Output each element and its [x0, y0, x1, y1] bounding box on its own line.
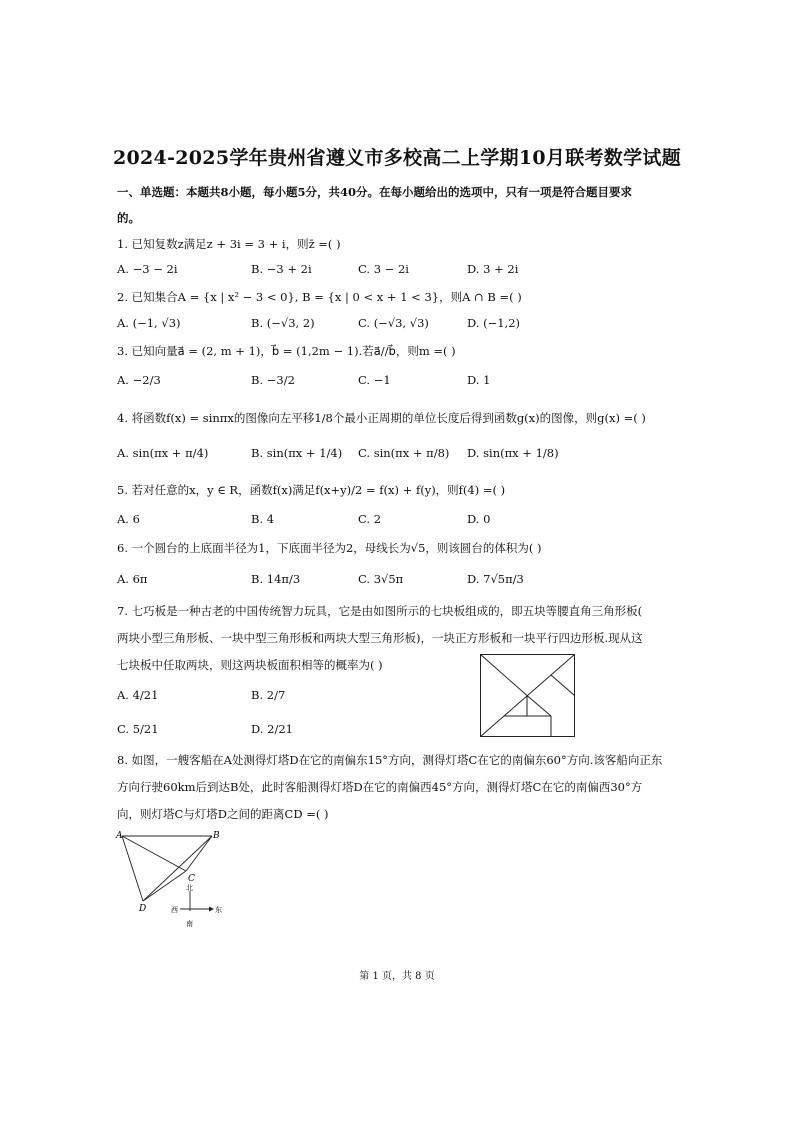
option-c[interactable]: C. 3 − 2i	[358, 262, 409, 276]
option-d[interactable]: D. 3 + 2i	[467, 262, 519, 276]
point-c-label: C	[188, 874, 195, 884]
question-4-options	[117, 446, 677, 464]
question-7-line3: 七块板中任取两块，则这两块板面积相等的概率为( )	[117, 658, 383, 672]
section-heading-line2: 的。	[117, 211, 140, 225]
section-heading-line1: 一、单选题：本题共8小题，每小题5分，共40分。在每小题给出的选项中，只有一项是符合题目要求	[117, 185, 633, 199]
question-8-line2: 方向行驶60km后到达B处，此时客船测得灯塔D在它的南偏西45°方向，测得灯塔C在它的南偏西30°方	[117, 780, 643, 794]
point-a-label: A	[116, 831, 123, 841]
option-d[interactable]: D. sin(πx + 1/8)	[467, 446, 559, 460]
question-3-stem: 3. 已知向量a⃗ = (2, m + 1)，b⃗ = (1,2m − 1).若a⃗//b⃗，则m =( )	[117, 344, 456, 358]
question-3-options	[117, 373, 677, 391]
question-7-options-row2	[117, 722, 357, 740]
option-d[interactable]: D. 1	[467, 373, 491, 387]
option-b[interactable]: B. (−√3, 2)	[251, 316, 315, 330]
option-b[interactable]: B. −3/2	[251, 373, 295, 387]
question-7-line2: 两块小型三角形板、一块中型三角形板和两块大型三角形板)，一块正方形板和一块平行四边形板.现从这	[117, 631, 643, 645]
question-5-options	[117, 512, 677, 530]
option-b[interactable]: B. −3 + 2i	[251, 262, 312, 276]
option-a[interactable]: A. 6π	[117, 572, 148, 586]
option-c[interactable]: C. 3√5π	[358, 572, 404, 586]
option-a[interactable]: A. (−1, √3)	[117, 316, 181, 330]
option-c[interactable]: C. sin(πx + π/8)	[358, 446, 450, 460]
question-6-options	[117, 572, 677, 590]
navigation-figure	[112, 828, 224, 934]
option-b[interactable]: B. sin(πx + 1/4)	[251, 446, 343, 460]
question-8-line1: 8. 如图，一艘客船在A处测得灯塔D在它的南偏东15°方向，测得灯塔C在它的南偏东60°方向.该客船向正东	[117, 753, 663, 767]
north-label: 北	[186, 884, 193, 892]
option-c[interactable]: C. −1	[358, 373, 391, 387]
question-6-stem: 6. 一个圆台的上底面半径为1，下底面半径为2，母线长为√5，则该圆台的体积为( )	[117, 541, 542, 555]
option-d[interactable]: D. 7√5π/3	[467, 572, 524, 586]
option-b[interactable]: B. 2/7	[251, 688, 286, 702]
option-b[interactable]: B. 4	[251, 512, 275, 526]
question-7-options-row1	[117, 688, 357, 706]
question-1-stem: 1. 已知复数z满足z + 3i = 3 + i，则z̄ =( )	[117, 237, 341, 251]
point-b-label: B	[213, 831, 220, 841]
question-2-options	[117, 316, 677, 334]
option-d[interactable]: D. (−1,2)	[467, 316, 521, 330]
question-5-stem: 5. 若对任意的x，y ∈ R，函数f(x)满足f(x+y)/2 = f(x) + f(y)，则f(4) =( )	[117, 483, 506, 497]
option-a[interactable]: A. sin(πx + π/4)	[117, 446, 209, 460]
west-label: 西	[171, 906, 178, 914]
question-1-options	[117, 262, 677, 280]
option-b[interactable]: B. 14π/3	[251, 572, 301, 586]
page-footer: 第 1 页，共 8 页	[359, 971, 435, 982]
page-title: 2024-2025学年贵州省遵义市多校高二上学期10月联考数学试题	[113, 147, 681, 169]
question-7-line1: 7. 七巧板是一种古老的中国传统智力玩具，它是由如图所示的七块板组成的，即五块等腰直角三角形板(	[117, 604, 643, 618]
option-d[interactable]: D. 0	[467, 512, 491, 526]
south-label: 南	[186, 920, 193, 928]
east-label: 东	[215, 906, 222, 914]
option-d[interactable]: D. 2/21	[251, 722, 293, 736]
question-8-line3: 向，则灯塔C与灯塔D之间的距离CD =( )	[117, 807, 329, 821]
option-c[interactable]: C. (−√3, √3)	[358, 316, 429, 330]
option-c[interactable]: C. 5/21	[117, 722, 159, 736]
tangram-figure	[480, 654, 576, 738]
option-a[interactable]: A. −2/3	[117, 373, 161, 387]
question-2-stem: 2. 已知集合A = {x | x² − 3 < 0}, B = {x | 0 < x + 1 < 3}，则A ∩ B =( )	[117, 290, 522, 304]
option-a[interactable]: A. 6	[117, 512, 140, 526]
option-a[interactable]: A. 4/21	[117, 688, 159, 702]
point-d-label: D	[139, 904, 147, 914]
option-c[interactable]: C. 2	[358, 512, 382, 526]
question-4-stem: 4. 将函数f(x) = sinπx的图像向左平移1/8个最小正周期的单位长度后得到函数g(x)的图像，则g(x) =( )	[117, 411, 646, 425]
option-a[interactable]: A. −3 − 2i	[117, 262, 178, 276]
